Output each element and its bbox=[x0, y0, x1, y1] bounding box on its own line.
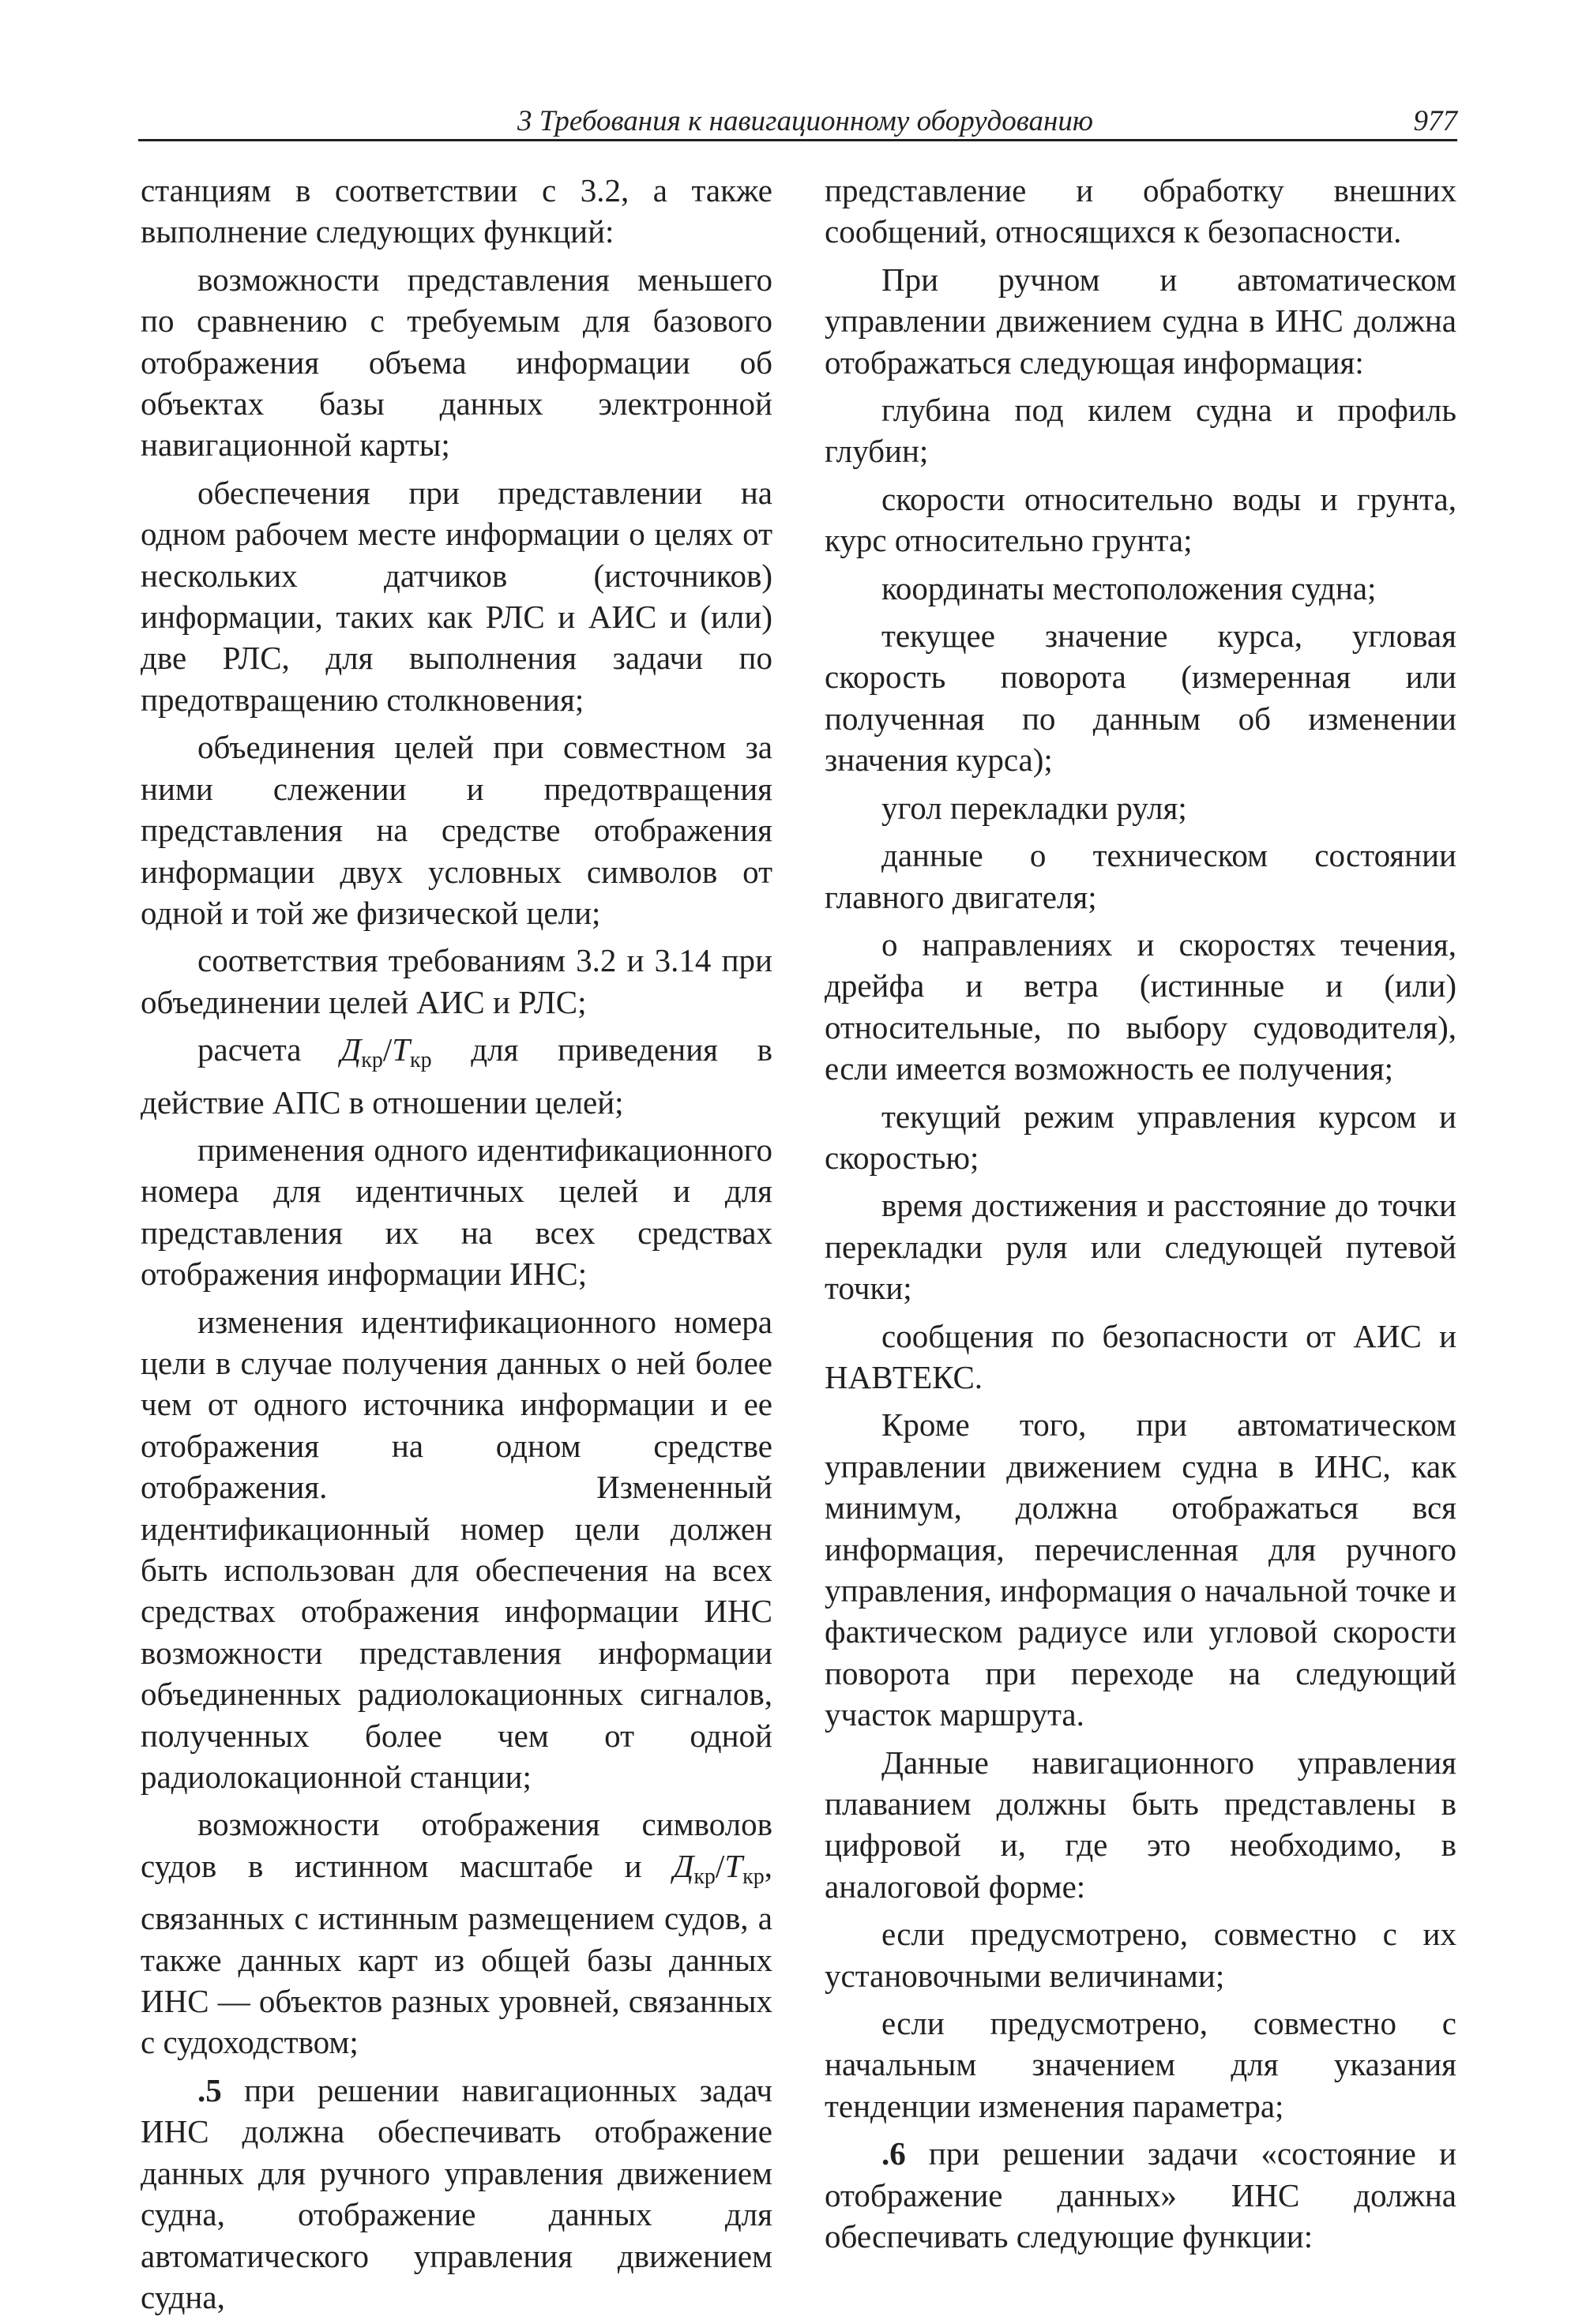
paragraph: возможности представления меньшего по сравнению с требуемым для базового отображения объема информации об объектах базы данных электронной навигационной карты; bbox=[141, 261, 772, 464]
paragraph: текущий режим управления курсом и скоростью; bbox=[825, 1098, 1456, 1176]
paragraph: глубина под килем судна и профиль глубин; bbox=[825, 392, 1456, 470]
item-number: .6 bbox=[881, 2135, 906, 2172]
text-run: при решении навигационных задач ИНС должна обеспечивать отображение данных для ручного управления движением судна, отображение данных для автоматического управления движением судна, bbox=[141, 2071, 772, 2315]
paragraph: координаты местоположения судна; bbox=[881, 569, 1377, 606]
paragraph: применения одного идентификационного номера для идентичных целей и для представления их на всех средствах отображения информации ИНС; bbox=[141, 1131, 772, 1293]
paragraph: станциям в соответствии с 3.2, а также выполнение следующих функций: bbox=[141, 172, 772, 250]
paragraph-formula bbox=[141, 1804, 772, 2063]
paragraph-numbered bbox=[825, 2133, 1456, 2257]
formula-slash: / bbox=[715, 1847, 725, 1884]
subscript: кр bbox=[410, 1048, 432, 1073]
paragraph: Кроме того, при автоматическом управлении движением судна в ИНС, как минимум, должна отображаться вся информация, перечисленная для ручного управления, информация о начальной точке и фактическом радиусе или угловой скорости поворота при переходе на следующий участок маршрута. bbox=[825, 1406, 1456, 1733]
formula-d: Д bbox=[340, 1031, 362, 1068]
right-column bbox=[825, 170, 1456, 2264]
text-run: расчета bbox=[197, 1031, 341, 1068]
subscript: кр bbox=[693, 1864, 716, 1889]
formula-slash: / bbox=[382, 1031, 393, 1068]
paragraph: обеспечения при представлении на одном рабочем месте информации о целях от нескольких датчиков (источников) информации, таких как РЛС и АИС и (или) две РЛС, для выполнения задачи по предотвращению столкновения; bbox=[141, 474, 772, 718]
paragraph: изменения идентификационного номера цели в случае получения данных о ней более чем от одного источника информации и ее отображения на одном средстве отображения. Измененный идентификационный номер цели должен быть использован для обеспечения на всех средствах отображения информации ИНС возможности представления информации объединенных радиолокационных сигналов, полученных более чем от одной радиолокационной станции; bbox=[141, 1303, 772, 1796]
paragraph: если предусмотрено, совместно с начальным значением для указания тенденции изменения параметра; bbox=[825, 2005, 1456, 2124]
paragraph: время достижения и расстояние до точки перекладки руля или следующей путевой точки; bbox=[825, 1187, 1456, 1307]
paragraph: текущее значение курса, угловая скорость поворота (измеренная или полученная по данным об изменении значения курса); bbox=[825, 618, 1456, 779]
paragraph: представление и обработку внешних сообщений, относящихся к безопасности. bbox=[825, 172, 1456, 250]
paragraph: При ручном и автоматическом управлении движением судна в ИНС должна отображаться следующая информация: bbox=[825, 261, 1456, 381]
running-header bbox=[138, 101, 1457, 141]
subscript: кр bbox=[361, 1048, 383, 1073]
text-run: , связанных с истинным размещением судов, а также данных карт из общей базы данных ИНС — объектов разных уровней, связанных с судоходством; bbox=[141, 1847, 772, 2061]
subscript: кр bbox=[742, 1864, 765, 1889]
paragraph: угол перекладки руля; bbox=[881, 789, 1187, 826]
text-run: для приведения в действие АПС в отношении целей; bbox=[141, 1031, 772, 1121]
text-run: возможности отображения символов судов в истинном масштабе и bbox=[141, 1806, 772, 1884]
formula-t: Т bbox=[724, 1847, 743, 1884]
paragraph-numbered bbox=[141, 2070, 772, 2318]
formula-d: Д bbox=[673, 1847, 694, 1884]
item-number: .5 bbox=[197, 2071, 222, 2108]
paragraph: скорости относительно воды и грунта, курс относительно грунта; bbox=[825, 480, 1456, 559]
paragraph-formula bbox=[141, 1029, 772, 1123]
paragraph: если предусмотрено, совместно с их установочными величинами; bbox=[825, 1916, 1456, 1994]
paragraph: соответствия требованиям 3.2 и 3.14 при объединении целей АИС и РЛС; bbox=[141, 942, 772, 1020]
paragraph: Данные навигационного управления плаванием должны быть представлены в цифровой и, где это необходимо, в аналоговой форме: bbox=[825, 1744, 1456, 1905]
formula-t: Т bbox=[392, 1031, 411, 1068]
text-run: при решении задачи «состояние и отображение данных» ИНС должна обеспечивать следующие функции: bbox=[825, 2135, 1456, 2255]
page-number: 977 bbox=[1413, 105, 1457, 137]
paragraph: данные о техническом состоянии главного двигателя; bbox=[825, 837, 1456, 915]
paragraph: о направлениях и скоростях течения, дрейфа и ветра (истинные и (или) относительные, по выбору судоводителя), если имеется возможность ее получения; bbox=[825, 925, 1456, 1087]
paragraph: сообщения по безопасности от АИС и НАВТЕКС. bbox=[825, 1317, 1456, 1395]
paragraph: объединения целей при совместном за ними слежении и предотвращения представления на средстве отображения информации двух условных символов от одной и той же физической цели; bbox=[141, 729, 772, 931]
left-column bbox=[141, 170, 772, 2324]
header-title: 3 Требования к навигационному оборудованию bbox=[517, 105, 1093, 137]
